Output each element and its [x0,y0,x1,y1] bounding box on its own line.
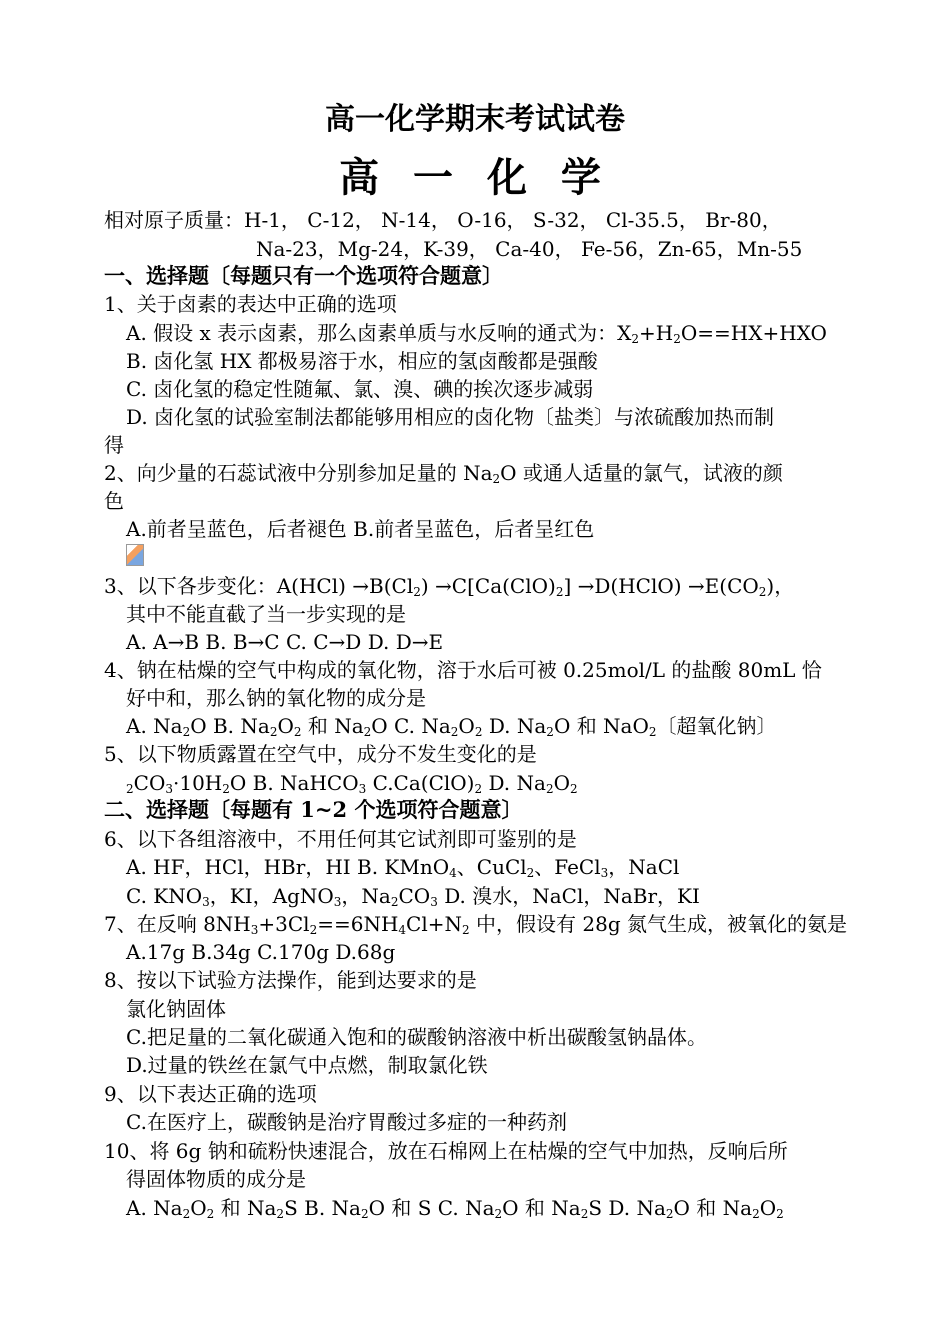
q1-option-d-line-2: 得 [104,433,124,457]
q8-option-d: D.过量的铁丝在氯气中点燃，制取氯化铁 [126,1053,488,1077]
q10-options: A. $Na_2O_2$ 和 $Na_2S$ B. $Na_2O$ 和 S C. $Na_2O$ 和 $Na_2S$ D. $Na_2O$ 和 $Na_2O_2$ [126,1196,784,1221]
q4-stem-line-2: 好中和，那么钠的氧化物的成分是 [126,686,426,710]
q7-options: A.17g B.34g C.170g D.68g [126,940,396,964]
q9-option-c: C.在医疗上，碳酸钠是治疗胃酸过多症的一种药剂 [126,1110,567,1134]
q5-options: $_2CO_3\cdot 10H_2O$ B. NaHCO$_3$ $C.Ca(ClO)_2$ D. $Na_2O_2$ [126,771,578,796]
q1-option-c: C. 卤化氢的稳定性随氟、氯、溴、碘的挨次逐步减弱 [126,377,594,401]
atomic-mass-line-2: Na-23，Mg-24，K-39， Ca-40， Fe-56，Zn-65，Mn-55 [256,237,803,261]
section-2-heading: 二、选择题〔每题有 1~2 个选项符合题意〕 [104,797,523,822]
q10-stem-line-2: 得固体物质的成分是 [126,1167,306,1191]
q4-options: A. $Na_2O$ B. $Na_2O_2$ 和 $Na_2O$ C. $Na_2O_2$ D. $Na_2O$ 和 NaO$_2$〔超氧化钠〕 [126,714,777,739]
q1-stem: 1、关于卤素的表达中正确的选项 [104,292,397,316]
q4-stem-line-1: 4、钠在枯燥的空气中构成的氧化物，溶于水后可被 0.25mol/L 的盐酸 80mL 恰 [104,658,822,682]
q3-stem-line-2: 其中不能直截了当一步实现的是 [126,602,406,626]
q6-options-line-2: C. $KNO_3$，KI，AgNO$_3$，$Na_2CO_3$ D. 溴水，NaCl，NaBr，KI [126,884,700,909]
q3-stem-line-1: 3、以下各步变化：$A(HCl) \to B(Cl_2) \to C[Ca(ClO)_2]$ →D(HClO) $\to E(CO_2)$， [104,574,795,599]
section-1-heading: 一、选择题〔每题只有一个选项符合题意〕 [104,263,503,288]
q2-stem-line-1: 2、向少量的石蕊试液中分别参加足量的 $Na_2O$ 或通人适量的氯气，试液的颜 [104,461,783,486]
q8-option-fragment: 氯化钠固体 [126,997,226,1021]
broken-image-icon [126,544,144,566]
atomic-mass-line-1: 相对原子质量：H-1， C-12， N-14， O-16， S-32， Cl-35.5， Br-80， [104,208,782,232]
exam-title: 高一化学期末考试试卷 [325,102,625,137]
q3-options: A. A→B B. B→C C. C→D D. D→E [126,630,444,654]
q9-stem: 9、以下表达正确的选项 [104,1082,317,1106]
q2-options: A.前者呈蓝色，后者褪色 B.前者呈蓝色，后者呈红色 [126,517,595,541]
q10-stem-line-1: 10、将 6g 钠和硫粉快速混合，放在石棉网上在枯燥的空气中加热，反响后所 [104,1139,788,1163]
q6-stem: 6、以下各组溶液中，不用任何其它试剂即可鉴别的是 [104,827,577,851]
q1-option-a: A. 假设 x 表示卤素，那么卤素单质与水反响的通式为：$X_2+H_2O==HX+HXO$ [126,321,827,346]
q5-stem: 5、以下物质露置在空气中，成分不发生变化的是 [104,742,537,766]
q6-options-line-1: A. HF，HCl，HBr，HI B. KMnO$_4$、CuCl$_2$、FeCl$_3$，NaCl [126,855,680,880]
q2-stem-line-2: 色 [104,489,124,513]
q1-option-b: B. 卤化氢 HX 都极易溶于水，相应的氢卤酸都是强酸 [126,349,598,373]
q8-option-c: C.把足量的二氧化碳通入饱和的碳酸钠溶液中析出碳酸氢钠晶体。 [126,1025,707,1049]
q1-option-d-line-1: D. 卤化氢的试验室制法都能够用相应的卤化物〔盐类〕与浓硫酸加热而制 [126,405,775,429]
q8-stem: 8、按以下试验方法操作，能到达要求的是 [104,968,477,992]
q7-stem: 7、在反响 $8NH_3+3Cl_2==6NH_4Cl+N_2$ 中，假设有 28g 氮气生成，被氧化的氨是 [104,912,847,937]
exam-subtitle: 高 一 化 学 [339,154,611,201]
